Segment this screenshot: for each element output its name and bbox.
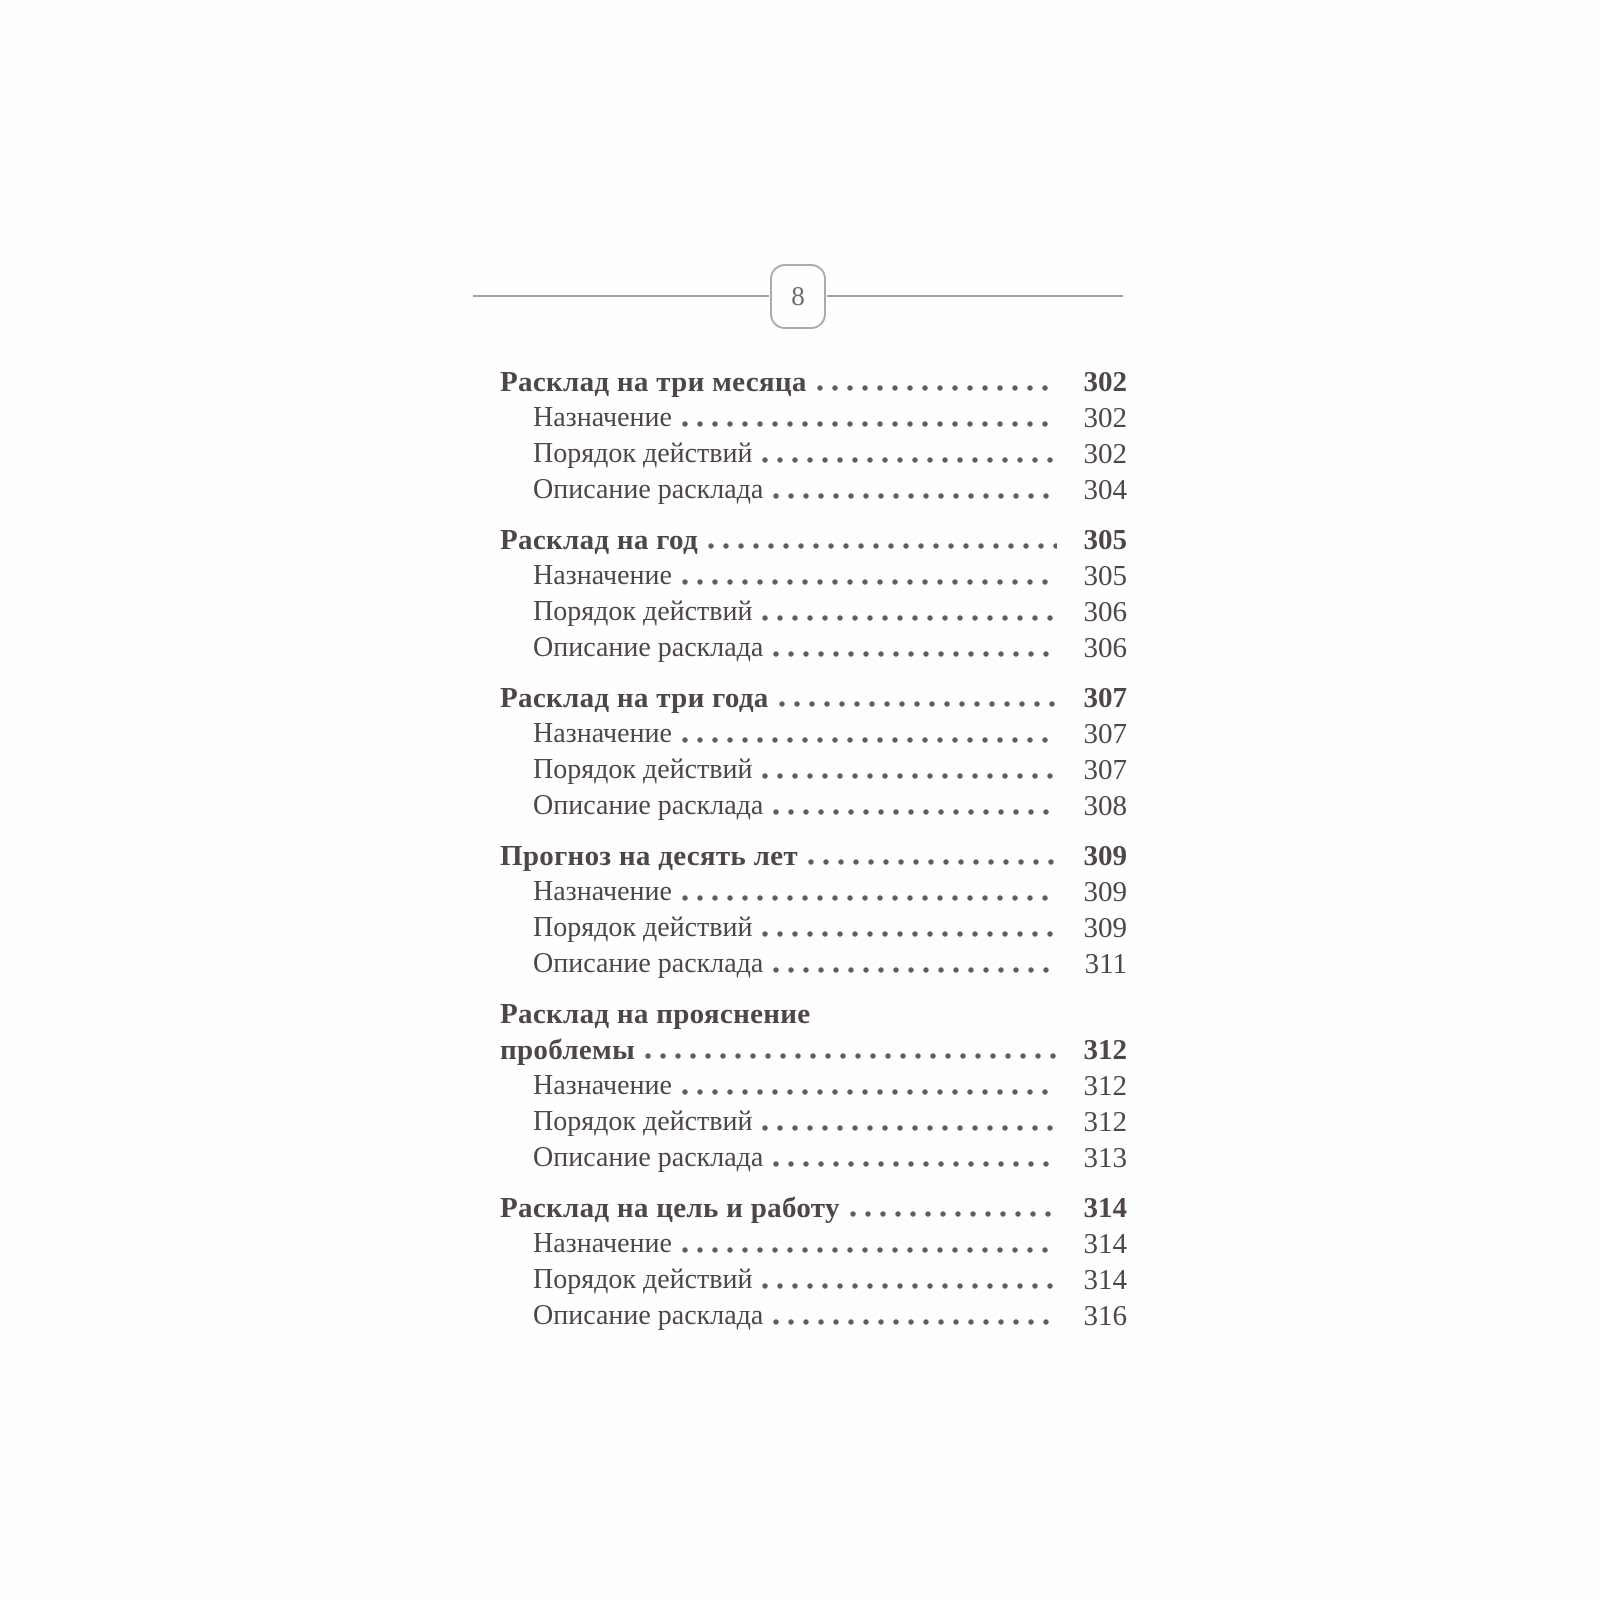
toc-sub-label: Назначение (533, 1228, 672, 1259)
dot-leader (682, 895, 1057, 901)
toc-sub-label: Назначение (533, 876, 672, 907)
toc-entry (500, 1189, 1127, 1225)
toc-sub-entry (500, 593, 1127, 629)
toc-entry-page: 309 (1083, 840, 1127, 872)
toc-sub-label: Порядок действий (533, 438, 753, 469)
dot-leader (773, 1319, 1057, 1325)
toc-sub-page: 312 (1083, 1070, 1127, 1102)
toc-sub-label: Описание расклада (533, 1142, 764, 1173)
toc-sub-entry (500, 873, 1127, 909)
toc-sub-page: 314 (1083, 1264, 1127, 1296)
toc-sub-entry (500, 1261, 1127, 1297)
header-rule-right (827, 295, 1123, 297)
toc-sub-page: 309 (1083, 876, 1127, 908)
dot-leader (773, 651, 1057, 657)
toc-sub-page: 311 (1084, 948, 1127, 980)
toc-sub-label: Назначение (533, 1070, 672, 1101)
toc-entry-title: Расклад на три года (500, 682, 769, 714)
toc-sub-entry (500, 1067, 1127, 1103)
toc-sub-label: Назначение (533, 560, 672, 591)
header-rule-left (473, 295, 769, 297)
toc-sub-label: Назначение (533, 718, 672, 749)
toc-sub-page: 309 (1083, 912, 1127, 944)
toc-sub-label: Описание расклада (533, 948, 764, 979)
toc-sub-page: 302 (1083, 402, 1127, 434)
toc-entry (500, 363, 1127, 399)
dot-leader (773, 809, 1057, 815)
toc-sub-page: 316 (1083, 1300, 1127, 1332)
toc-sub-entry (500, 787, 1127, 823)
toc-entry-title: Расклад на три месяца (500, 366, 807, 398)
toc-sub-label: Назначение (533, 402, 672, 433)
dot-leader (682, 579, 1057, 585)
dot-leader (682, 421, 1057, 427)
toc-sub-entry (500, 1139, 1127, 1175)
dot-leader (762, 931, 1057, 937)
toc-section-6 (500, 1189, 1127, 1333)
toc-sub-label: Описание расклада (533, 790, 764, 821)
dot-leader (779, 701, 1057, 707)
dot-leader (762, 773, 1057, 779)
toc-sub-label: Порядок действий (533, 1106, 753, 1137)
dot-leader (762, 615, 1057, 621)
toc-sub-page: 302 (1083, 438, 1127, 470)
toc-sub-page: 314 (1083, 1228, 1127, 1260)
toc-section-4 (500, 837, 1127, 981)
toc-entry-page: 314 (1083, 1192, 1127, 1224)
dot-leader (773, 967, 1057, 973)
toc-sub-page: 313 (1083, 1142, 1127, 1174)
toc-sub-entry (500, 435, 1127, 471)
dot-leader (817, 385, 1057, 391)
toc-entry-title-line2: проблемы (500, 1034, 636, 1066)
dot-leader (708, 543, 1057, 549)
toc-sub-page: 308 (1083, 790, 1127, 822)
toc-entry-title-line1: Расклад на прояснение (500, 998, 811, 1030)
toc-section-2 (500, 521, 1127, 665)
toc-sub-page: 306 (1083, 596, 1127, 628)
toc-sub-entry (500, 751, 1127, 787)
toc-sub-entry (500, 1225, 1127, 1261)
toc-sub-label: Порядок действий (533, 754, 753, 785)
dot-leader (682, 737, 1057, 743)
toc-entry-page: 305 (1083, 524, 1127, 556)
toc-sub-entry (500, 557, 1127, 593)
toc-sub-label: Порядок действий (533, 596, 753, 627)
dot-leader (762, 457, 1057, 463)
dot-leader (850, 1211, 1057, 1217)
toc-sub-entry (500, 715, 1127, 751)
toc-sub-label: Порядок действий (533, 1264, 753, 1295)
dot-leader (682, 1247, 1057, 1253)
toc-sub-label: Описание расклада (533, 1300, 764, 1331)
toc-sub-entry (500, 1297, 1127, 1333)
dot-leader (773, 493, 1057, 499)
toc-sub-entry (500, 471, 1127, 507)
toc-sub-label: Описание расклада (533, 632, 764, 663)
toc-section-1 (500, 363, 1127, 507)
toc-sub-entry (500, 909, 1127, 945)
toc-section-5 (500, 995, 1127, 1175)
toc-entry-title-row (500, 1031, 1127, 1067)
toc-entry-title: Расклад на цель и работу (500, 1192, 840, 1224)
toc-entry (500, 679, 1127, 715)
toc-entry-title: Прогноз на десять лет (500, 840, 798, 872)
toc-sub-page: 306 (1083, 632, 1127, 664)
toc-sub-page: 305 (1083, 560, 1127, 592)
toc-entry-page: 307 (1083, 682, 1127, 714)
toc-entry-page: 302 (1083, 366, 1127, 398)
page-number-badge (770, 264, 826, 329)
toc-sub-entry (500, 629, 1127, 665)
dot-leader (682, 1089, 1057, 1095)
table-of-contents (500, 363, 1127, 1333)
toc-sub-page: 307 (1083, 718, 1127, 750)
toc-sub-label: Описание расклада (533, 474, 764, 505)
dot-leader (808, 859, 1057, 865)
toc-sub-entry (500, 1103, 1127, 1139)
dot-leader (762, 1125, 1057, 1131)
toc-entry-page: 312 (1083, 1034, 1127, 1066)
toc-sub-page: 307 (1083, 754, 1127, 786)
toc-sub-page: 304 (1083, 474, 1127, 506)
toc-entry (500, 837, 1127, 873)
toc-section-3 (500, 679, 1127, 823)
toc-entry-title: Расклад на год (500, 524, 698, 556)
toc-sub-label: Порядок действий (533, 912, 753, 943)
toc-entry (500, 521, 1127, 557)
dot-leader (762, 1283, 1057, 1289)
page-number: 8 (791, 280, 805, 311)
dot-leader (773, 1161, 1057, 1167)
dot-leader (645, 1053, 1057, 1059)
toc-sub-entry (500, 945, 1127, 981)
toc-sub-page: 312 (1083, 1106, 1127, 1138)
page-header-ornament (473, 263, 1123, 329)
toc-sub-entry (500, 399, 1127, 435)
toc-entry-title-row (500, 995, 1127, 1031)
